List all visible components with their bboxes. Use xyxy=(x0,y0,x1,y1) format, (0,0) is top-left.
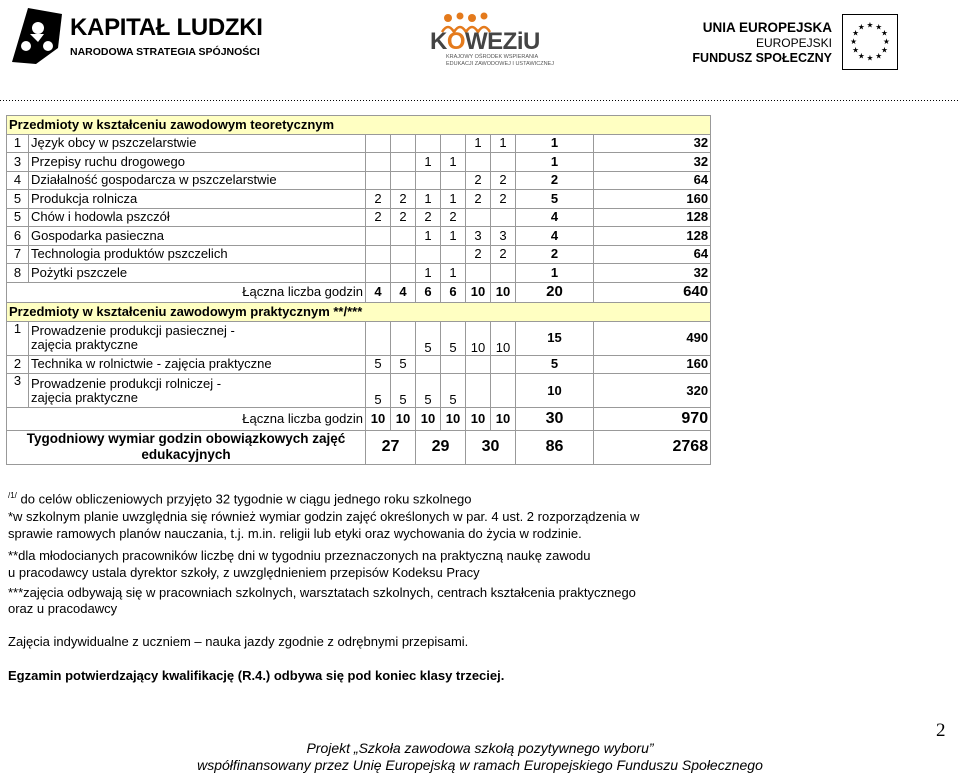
footer-line-1: Projekt „Szkoła zawodowa szkołą pozytywnego wyboru” xyxy=(306,740,654,756)
table-row: 3 Przepisy ruchu drogowego 1 1 1 32 xyxy=(7,153,711,172)
theory-sum-row: Łączna liczba godzin 4 4 6 6 10 10 20 640 xyxy=(7,282,711,303)
footer-line-2: współfinansowany przez Unię Europejską w ramach Europejskiego Funduszu Społecznego xyxy=(197,757,763,773)
svg-text:★: ★ xyxy=(881,28,888,38)
svg-text:★: ★ xyxy=(875,22,883,32)
note-2b: sprawie ramowych planów nauczania, t.j. m.in. religii lub etyki oraz wychowania do życia w rodzinie. xyxy=(8,526,582,541)
table-row: 4 Działalność gospodarcza w pszczelarstwie 2 2 2 64 xyxy=(7,171,711,190)
table-row: 7 Technologia produktów pszczelich 2 2 2 64 xyxy=(7,245,711,264)
svg-text:★: ★ xyxy=(881,45,888,55)
note-3b: u pracodawcy ustala dyrektor szkoły, z uwzględnieniem przepisów Kodeksu Pracy xyxy=(8,565,480,580)
page-number: 2 xyxy=(936,720,946,741)
table-row: 5 Chów i hodowla pszczół 2 2 2 2 4 128 xyxy=(7,208,711,227)
svg-text:★: ★ xyxy=(875,51,883,61)
curriculum-table xyxy=(6,115,711,465)
svg-text:★: ★ xyxy=(852,28,859,38)
svg-text:★: ★ xyxy=(882,36,890,46)
kapital-ludzki-logo xyxy=(8,4,263,68)
kowezu-logo xyxy=(430,12,560,70)
note-1: $^{/1/}$ do celów obliczeniowych przyjęto 32 tygodnie w ciągu jednego roku szkolnego xyxy=(8,491,472,507)
table-row: 1 Prowadzenie produkcji pasiecznej - zajęcia praktyczne 5 5 10 10 15 490 xyxy=(7,321,711,355)
weekly-total-row: Tygodniowy wymiar godzin obowiązkowych zajęć edukacyjnych 27 29 30 86 2768 xyxy=(7,430,711,464)
page-footer xyxy=(0,740,960,774)
practice-section-heading: Przedmioty w kształceniu zawodowym praktycznym **/*** xyxy=(7,303,711,322)
svg-text:★: ★ xyxy=(857,22,865,32)
note-3a: **dla młodocianych pracowników liczbę dni w tygodniu przeznaczonych na praktyczną naukę zawodu xyxy=(8,548,591,563)
kapital-ludzki-emblem-icon xyxy=(8,4,66,66)
table-row: 6 Gospodarka pasieczna 1 1 3 3 4 128 xyxy=(7,227,711,246)
table-row: 2 Technika w rolnictwie - zajęcia praktyczne 5 5 5 160 xyxy=(7,355,711,374)
ue-text: UNIA EUROPEJSKA EUROPEJSKI FUNDUSZ SPOŁECZNY xyxy=(692,20,832,65)
theory-section-heading: Przedmioty w kształceniu zawodowym teoretycznym xyxy=(7,116,711,135)
kowezu-subtitle: KRAJOWY OŚRODEK WSPIERANIA EDUKACJI ZAWODOWEJ I USTAWICZNEJ xyxy=(446,54,554,67)
kowezu-title: KOWEZiU xyxy=(430,28,540,55)
kapital-ludzki-title: KAPITAŁ LUDZKI xyxy=(70,14,263,41)
svg-text:★: ★ xyxy=(852,45,859,55)
table-row: 8 Pożytki pszczele 1 1 1 32 xyxy=(7,264,711,283)
table-row: 3 Prowadzenie produkcji rolniczej - zajęcia praktyczne 5 5 5 5 10 320 xyxy=(7,374,711,408)
kapital-ludzki-subtitle: NARODOWA STRATEGIA SPÓJNOŚCI xyxy=(70,46,260,58)
note-5: Zajęcia indywidualne z uczniem – nauka jazdy zgodnie z odrębnymi przepisami. xyxy=(8,634,469,649)
note-4b: oraz u pracodawcy xyxy=(8,601,118,616)
ue-efs-logo xyxy=(692,10,950,72)
note-6: Egzamin potwierdzający kwalifikację (R.4.) odbywa się pod koniec klasy trzeciej. xyxy=(8,668,505,683)
table-row: 1 Język obcy w pszczelarstwie 1 1 1 32 xyxy=(7,134,711,153)
svg-text:★: ★ xyxy=(857,51,865,61)
svg-text:★: ★ xyxy=(866,20,874,30)
svg-text:★: ★ xyxy=(866,53,874,63)
practice-sum-row: Łączna liczba godzin 10 10 10 10 10 10 30 970 xyxy=(7,408,711,431)
table-row: 5 Produkcja rolnicza 2 2 1 1 2 2 5 160 xyxy=(7,190,711,209)
header-rule xyxy=(0,100,960,101)
note-2a: *w szkolnym planie uwzględnia się również wymiar godzin zajęć określonych w par. 4 ust. 2 rozporządzenia w xyxy=(8,509,640,524)
eu-flag-icon xyxy=(842,14,898,70)
note-4a: ***zajęcia odbywają się w pracowniach szkolnych, warsztatach szkolnych, centrach kształcenia praktycznego xyxy=(8,585,636,600)
svg-text:★: ★ xyxy=(850,36,858,46)
